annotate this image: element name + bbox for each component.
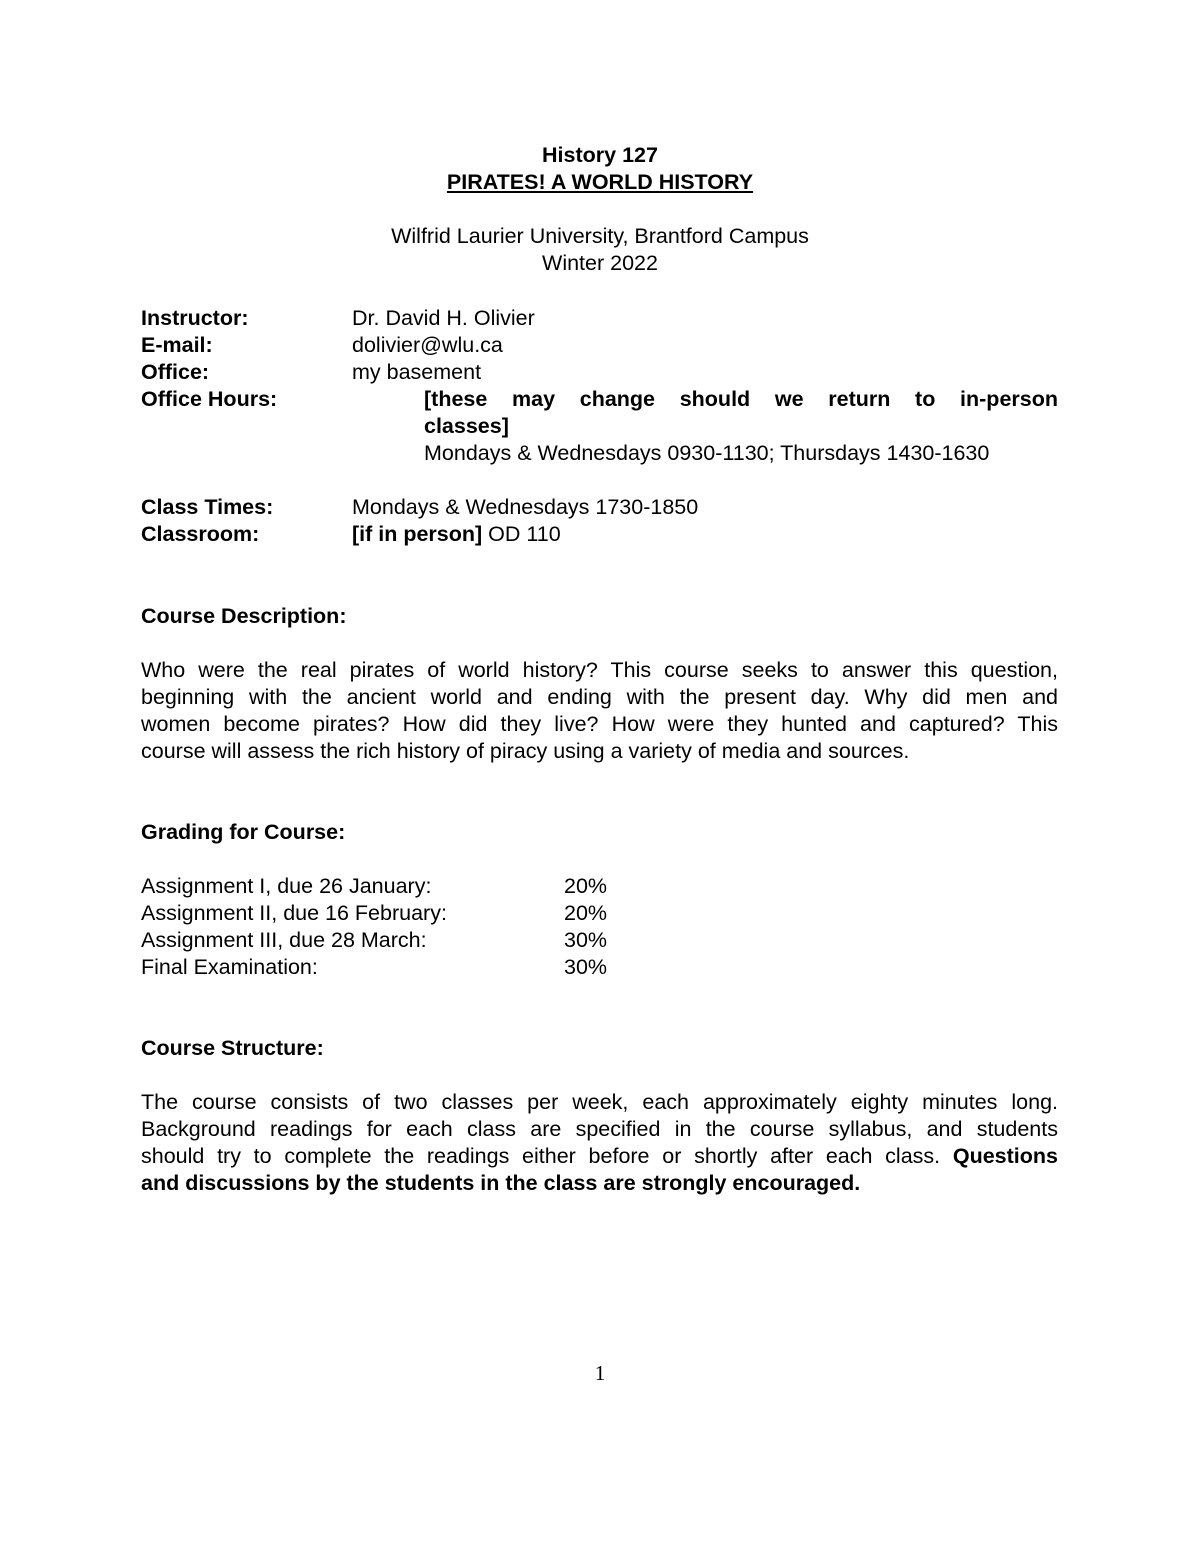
grading-item-weight: 20% xyxy=(564,901,608,925)
institution: Wilfrid Laurier University, Brantford Campus xyxy=(391,224,809,248)
grading-item-weight: 30% xyxy=(564,955,608,979)
description-line: beginning with the ancient world and ending with the present day. Why did men and xyxy=(141,685,1058,709)
structure-line3-bold: Questions xyxy=(952,1144,1058,1168)
grading-item-weight: 30% xyxy=(564,928,608,952)
office-label: Office: xyxy=(141,360,210,384)
grading-item-label: Assignment III, due 28 March: xyxy=(141,928,427,952)
class-times-value: Mondays & Wednesdays 1730-1850 xyxy=(352,495,699,519)
class-times-label: Class Times: xyxy=(141,495,274,519)
email-value: dolivier@wlu.ca xyxy=(352,333,503,357)
instructor-value: Dr. David H. Olivier xyxy=(352,306,535,330)
structure-paragraph xyxy=(141,1089,1058,1197)
course-code: History 127 xyxy=(542,143,658,167)
office-value: my basement xyxy=(352,360,482,384)
classroom-room: OD 110 xyxy=(482,522,561,546)
structure-heading: Course Structure: xyxy=(141,1036,324,1060)
structure-line3-plain: should try to complete the readings either before or shortly after each class. xyxy=(141,1144,953,1168)
description-line: women become pirates? How did they live? How were they hunted and captured? This xyxy=(141,712,1058,736)
instructor-label: Instructor: xyxy=(141,306,249,330)
classroom-label: Classroom: xyxy=(141,522,260,546)
office-hours-note-line1: [these may change should we return to in-person xyxy=(424,387,1058,411)
description-line: course will assess the rich history of piracy using a variety of media and sources. xyxy=(141,739,910,763)
grading-item-weight: 20% xyxy=(564,874,608,898)
description-heading: Course Description: xyxy=(141,604,347,628)
office-hours-label: Office Hours: xyxy=(141,387,278,411)
structure-line: and discussions by the students in the class are strongly encouraged. xyxy=(141,1171,861,1195)
email-label: E-mail: xyxy=(141,333,213,357)
grading-item-label: Assignment I, due 26 January: xyxy=(141,874,432,898)
office-hours-note-line2: classes] xyxy=(424,414,509,438)
term: Winter 2022 xyxy=(542,251,658,275)
structure-line xyxy=(141,1143,1058,1170)
structure-line: The course consists of two classes per week, each approximately eighty minutes long. xyxy=(141,1090,1058,1114)
description-paragraph xyxy=(141,657,1058,765)
structure-line: Background readings for each class are specified in the course syllabus, and students xyxy=(141,1117,1058,1141)
page-number: 1 xyxy=(594,1361,606,1385)
grading-item-label: Final Examination: xyxy=(141,955,318,979)
grading-item-label: Assignment II, due 16 February: xyxy=(141,901,447,925)
description-line: Who were the real pirates of world history? This course seeks to answer this question, xyxy=(141,658,1058,682)
classroom-prefix: [if in person] xyxy=(352,522,483,546)
grading-heading: Grading for Course: xyxy=(141,820,346,844)
course-title xyxy=(0,169,1200,196)
office-hours-value: Mondays & Wednesdays 0930-1130; Thursdays 1430-1630 xyxy=(424,441,990,465)
classroom-value xyxy=(352,521,561,548)
course-title-text: PIRATES! A WORLD HISTORY xyxy=(446,170,754,194)
